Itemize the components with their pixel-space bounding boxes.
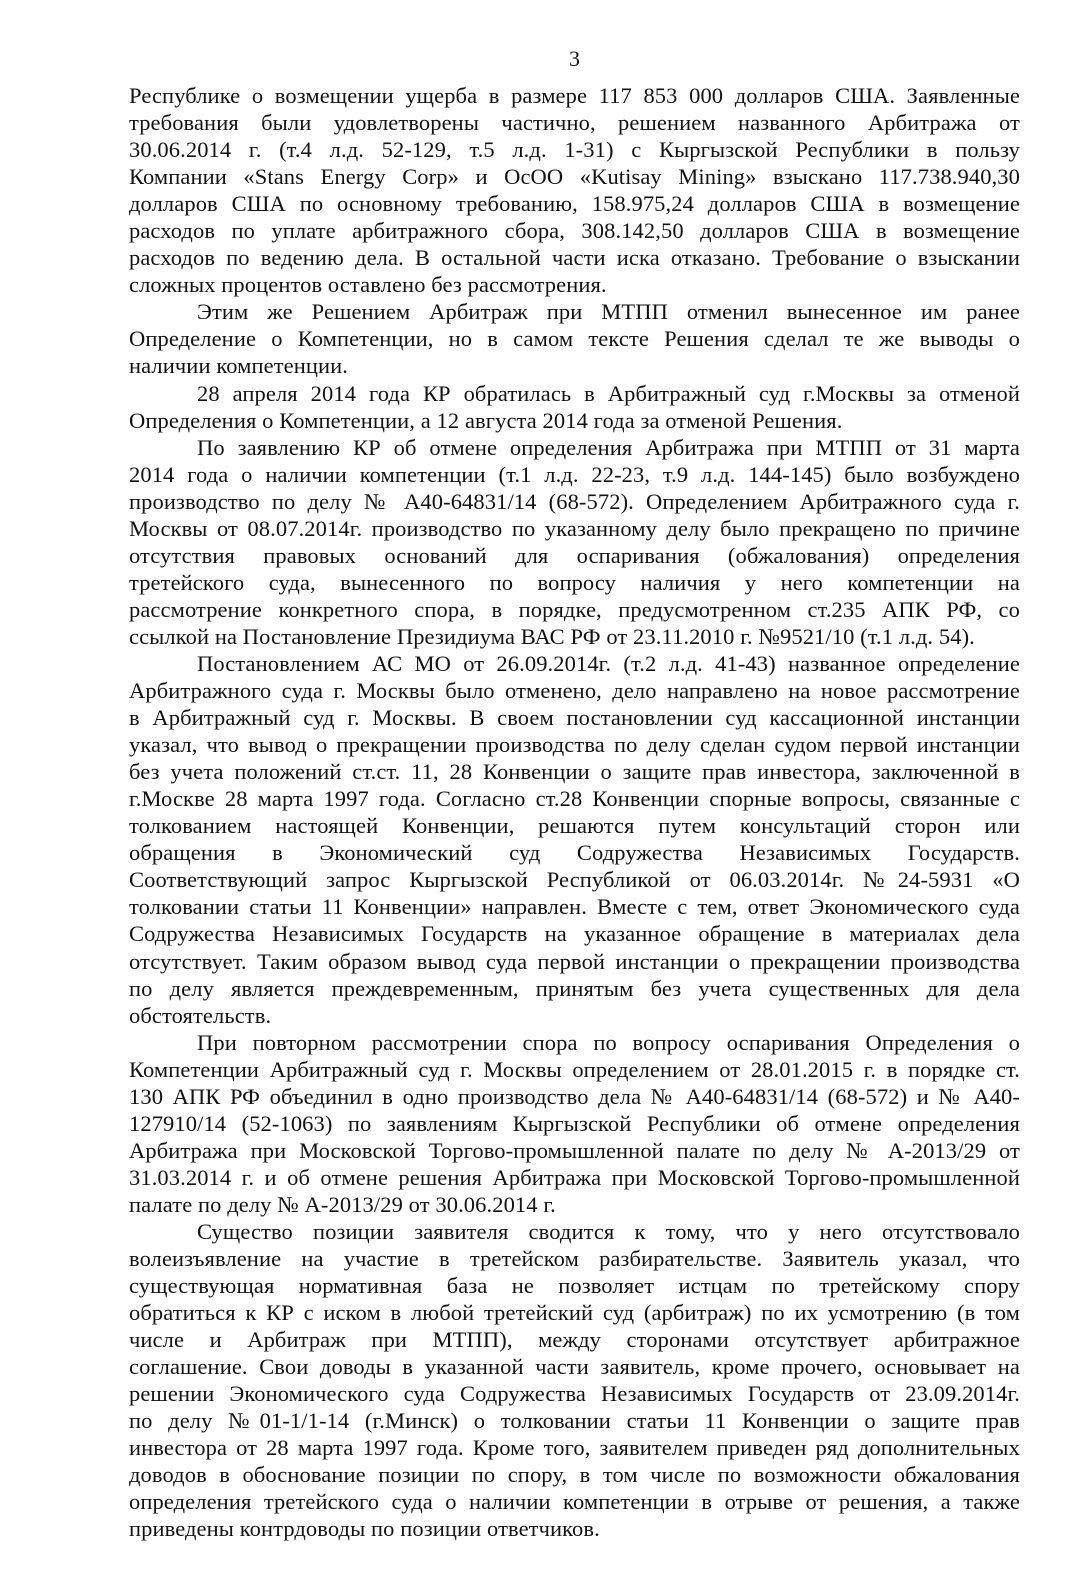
text-line: толкованием настоящей Конвенции, решаются путем консультаций сторон или bbox=[129, 813, 1020, 839]
paragraph bbox=[129, 82, 1020, 298]
text-line: 127910/14 (52-1063) по заявлениям Кыргызской Республики об отмене определения bbox=[129, 1110, 1020, 1136]
text-line: определения третейского суда о наличии компетенции в отрыве от решения, а также bbox=[129, 1489, 1020, 1515]
paragraph bbox=[129, 298, 1020, 379]
text-line: по делу является преждевременным, принятым без учета существенных для дела bbox=[129, 975, 1020, 1001]
text-line: решении Экономического суда Содружества Независимых Государств от 23.09.2014г. bbox=[129, 1381, 1020, 1407]
document-body bbox=[129, 82, 1020, 1543]
text-line: Постановлением АС МО от 26.09.2014г. (т.2 л.д. 41-43) названное определение bbox=[197, 650, 1020, 676]
text-line: По заявлению КР об отмене определения Арбитража при МТПП от 31 марта bbox=[197, 434, 1020, 460]
text-line: существующая нормативная база не позволяет истцам по третейскому спору bbox=[129, 1273, 1020, 1299]
text-line: Компании «Stans Energy Corp» и ОсОО «Kutisay Mining» взыскано 117.738.940,30 bbox=[129, 164, 1020, 190]
text-line: приведены контрдоводы по позиции ответчиков. bbox=[129, 1516, 600, 1542]
text-line: числе и Арбитраж при МТПП), между сторонами отсутствует арбитражное bbox=[129, 1327, 1020, 1353]
text-line: волеизъявление на участие в третейском разбирательстве. Заявитель указал, что bbox=[129, 1246, 1020, 1272]
text-line: Содружества Независимых Государств на указанное обращение в материалах дела bbox=[129, 921, 1020, 947]
text-line: производство по делу № А40-64831/14 (68-572). Определением Арбитражного суда г. bbox=[129, 488, 1020, 514]
text-line: 30.06.2014 г. (т.4 л.д. 52-129, т.5 л.д. 1-31) с Кыргызской Республики в пользу bbox=[129, 137, 1020, 163]
paragraph bbox=[129, 1218, 1020, 1543]
text-line: 28 апреля 2014 года КР обратилась в Арбитражный суд г.Москвы за отменой bbox=[197, 380, 1020, 406]
text-line: отсутствует. Таким образом вывод суда первой инстанции о прекращении производства bbox=[129, 948, 1020, 974]
text-line: обратиться к КР с иском в любой третейский суд (арбитраж) по их усмотрению (в том bbox=[129, 1300, 1020, 1326]
text-line: наличии компетенции. bbox=[129, 353, 349, 379]
text-line: Определения о Компетенции, а 12 августа 2014 года за отменой Решения. bbox=[129, 407, 843, 433]
text-line: ссылкой на Постановление Президиума ВАС РФ от 23.11.2010 г. №9521/10 (т.1 л.д. 54). bbox=[129, 623, 975, 649]
text-line: без учета положений ст.ст. 11, 28 Конвенции о защите прав инвестора, заключенной в bbox=[129, 759, 1020, 785]
text-line: по делу №01-1/1-14 (г.Минск) о толковании статьи 11 Конвенции о защите прав bbox=[129, 1408, 1020, 1434]
text-line: Москвы от 08.07.2014г. производство по указанному делу было прекращено по причине bbox=[129, 515, 1020, 541]
text-line: 31.03.2014 г. и об отмене решения Арбитража при Московской Торгово-промышленной bbox=[129, 1164, 1020, 1190]
text-line: инвестора от 28 марта 1997 года. Кроме того, заявителем приведен ряд дополнительных bbox=[129, 1435, 1020, 1461]
paragraph bbox=[129, 650, 1020, 1029]
text-line: в Арбитражный суд г. Москвы. В своем постановлении суд кассационной инстанции bbox=[129, 705, 1020, 731]
text-line: палате по делу № А-2013/29 от 30.06.2014 г. bbox=[129, 1191, 556, 1217]
text-line: Компетенции Арбитражный суд г. Москвы определением от 28.01.2015 г. в порядке ст. bbox=[129, 1056, 1020, 1082]
paragraph bbox=[129, 434, 1020, 650]
text-line: При повторном рассмотрении спора по вопросу оспаривания Определения о bbox=[197, 1029, 1020, 1055]
text-line: г.Москве 28 марта 1997 года. Согласно ст.28 Конвенции спорные вопросы, связанные с bbox=[129, 786, 1020, 812]
text-line: Республике о возмещении ущерба в размере 117 853 000 долларов США. Заявленные bbox=[129, 83, 1020, 108]
text-line: обстоятельств. bbox=[129, 1002, 272, 1028]
text-line: Арбитража при Московской Торгово-промышленной палате по делу № А-2013/29 от bbox=[129, 1137, 1020, 1163]
text-line: 2014 года о наличии компетенции (т.1 л.д. 22-23, т.9 л.д. 144-145) было возбуждено bbox=[129, 461, 1020, 487]
text-line: долларов США по основному требованию, 158.975,24 долларов США в возмещение bbox=[129, 191, 1020, 217]
text-line: доводов в обоснование позиции по спору, в том числе по возможности обжалования bbox=[129, 1462, 1020, 1488]
text-line: отсутствия правовых оснований для оспаривания (обжалования) определения bbox=[129, 542, 1020, 568]
text-line: Существо позиции заявителя сводится к тому, что у него отсутствовало bbox=[197, 1218, 1020, 1244]
text-line: толковании статьи 11 Конвенции» направлен. Вместе с тем, ответ Экономического суда bbox=[129, 894, 1020, 920]
text-line: указал, что вывод о прекращении производства по делу сделан судом первой инстанции bbox=[129, 732, 1020, 758]
text-line: соглашение. Свои доводы в указанной части заявитель, кроме прочего, основывает на bbox=[129, 1354, 1020, 1380]
page-number: 3 bbox=[569, 46, 580, 71]
text-line: Определение о Компетенции, но в самом тексте Решения сделал те же выводы о bbox=[129, 326, 1020, 352]
text-line: Соответствующий запрос Кыргызской Республикой от 06.03.2014г. №24-5931 «О bbox=[129, 867, 1020, 893]
text-line: требования были удовлетворены частично, решением названного Арбитража от bbox=[129, 110, 1020, 136]
text-line: 130 АПК РФ объединил в одно производство дела № А40-64831/14 (68-572) и № А40- bbox=[129, 1083, 1020, 1109]
text-line: рассмотрение конкретного спора, в порядке, предусмотренном ст.235 АПК РФ, со bbox=[129, 596, 1020, 622]
text-line: обращения в Экономический суд Содружества Независимых Государств. bbox=[129, 840, 1020, 866]
text-line: расходов по ведению дела. В остальной части иска отказано. Требование о взыскании bbox=[129, 245, 1020, 271]
text-line: третейского суда, вынесенного по вопросу наличия у него компетенции на bbox=[129, 569, 1020, 595]
paragraph bbox=[129, 380, 1020, 434]
paragraph bbox=[129, 1029, 1020, 1218]
text-line: Этим же Решением Арбитраж при МТПП отменил вынесенное им ранее bbox=[197, 299, 1020, 325]
text-line: сложных процентов оставлено без рассмотрения. bbox=[129, 272, 607, 298]
text-line: Арбитражного суда г. Москвы было отменено, дело направлено на новое рассмотрение bbox=[129, 678, 1020, 704]
text-line: расходов по уплате арбитражного сбора, 308.142,50 долларов США в возмещение bbox=[129, 218, 1020, 244]
